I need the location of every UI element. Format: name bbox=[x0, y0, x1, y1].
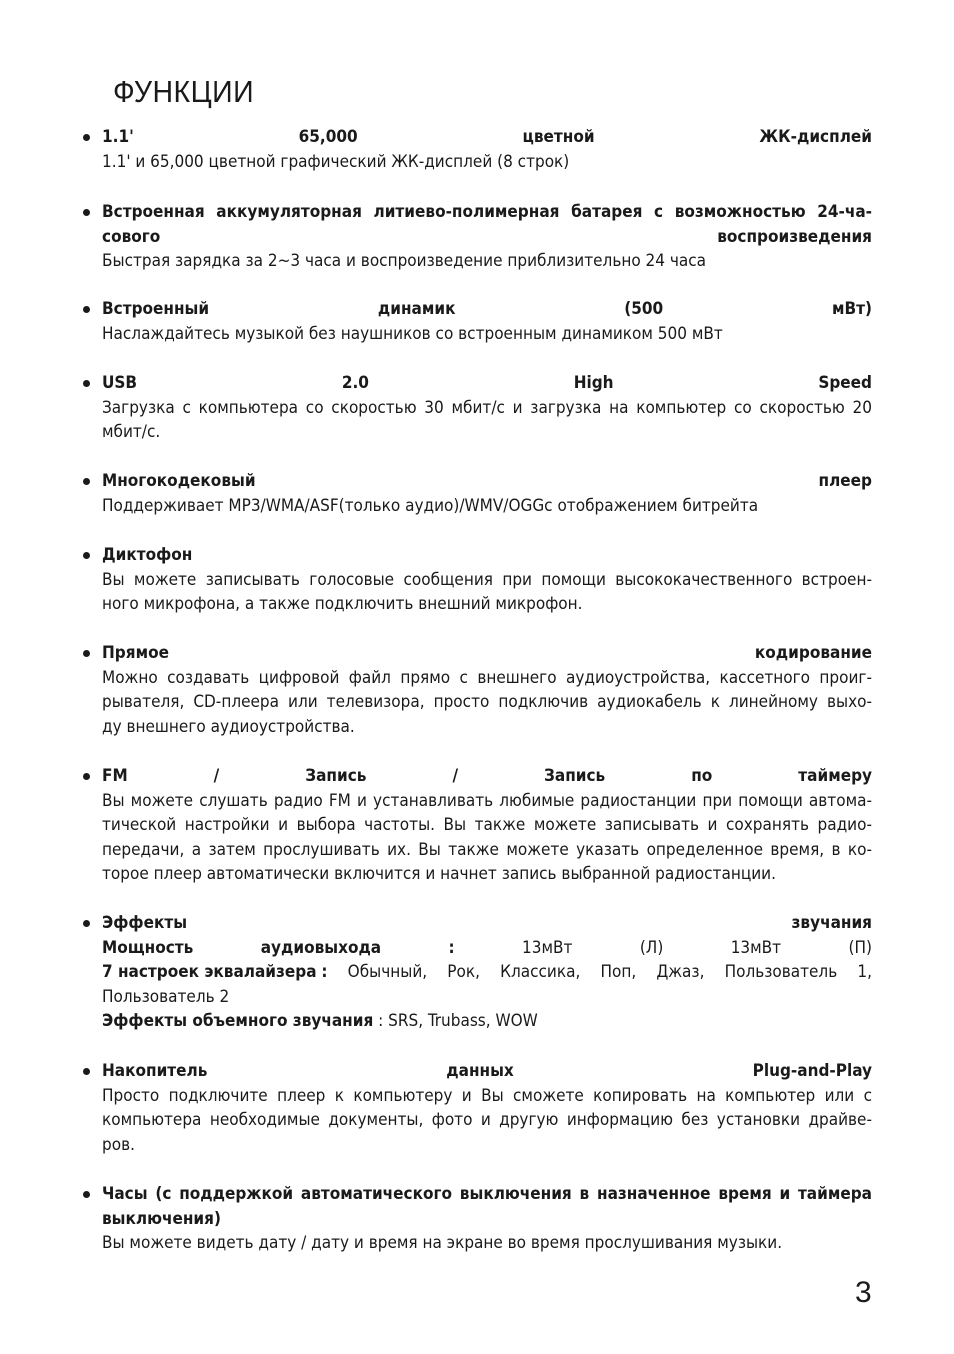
bullet-icon bbox=[83, 552, 90, 559]
surround-label: Эффекты объемного звучания bbox=[102, 1011, 374, 1031]
feature-description-line: мбит/с. bbox=[102, 422, 161, 442]
bullet-icon bbox=[83, 134, 90, 141]
equalizer-row bbox=[102, 960, 872, 985]
feature-description-line: компьютера необходимые документы, фото и другую информацию без установки драйве- bbox=[102, 1110, 872, 1130]
power-left-value: 13мВт bbox=[522, 937, 573, 958]
feature-description-line: Просто подключите плеер к компьютеру и Вы сможете копировать на компьютер или с bbox=[102, 1085, 872, 1106]
feature-lcd-display bbox=[80, 125, 872, 174]
bullet-icon bbox=[83, 209, 90, 216]
feature-heading: Прямое кодирование bbox=[102, 643, 872, 663]
eq-preset-continuation: Пользователь 2 bbox=[102, 986, 230, 1007]
power-colon: : bbox=[448, 937, 455, 958]
equalizer-label: 7 настроек эквалайзера bbox=[102, 962, 317, 982]
page-title: ФУНКЦИИ bbox=[113, 74, 255, 109]
feature-description-line: Можно создавать цифровой файл прямо с внешнего аудиоустройства, кассетного проиг- bbox=[102, 667, 872, 688]
surround-value: : SRS, Trubass, WOW bbox=[378, 1011, 538, 1031]
page-number: 3 bbox=[855, 1276, 872, 1309]
bullet-icon bbox=[83, 306, 90, 313]
equalizer-colon: : bbox=[321, 962, 328, 982]
feature-speaker bbox=[80, 297, 872, 346]
feature-heading-line: выключения) bbox=[102, 1208, 221, 1229]
feature-description-line: передачи, а затем прослушивать их. Вы также можете указать определенное время, в ко- bbox=[102, 839, 872, 860]
feature-description-line: Вы можете слушать радио FM и устанавливать любимые радиостанции при помощи автома- bbox=[102, 790, 872, 811]
feature-battery bbox=[80, 200, 872, 274]
eq-preset: Обычный, bbox=[347, 962, 428, 982]
power-right-value: 13мВт bbox=[730, 937, 782, 958]
feature-description: Поддерживает MP3/WMA/ASF(только аудио)/WMV/OGGc отображением битрейта bbox=[102, 495, 759, 516]
feature-direct-encoding bbox=[80, 641, 872, 739]
surround-row bbox=[102, 1009, 872, 1034]
bullet-icon bbox=[83, 478, 90, 485]
eq-preset: Джаз, bbox=[656, 962, 705, 982]
feature-heading: USB 2.0 High Speed bbox=[102, 373, 872, 393]
eq-preset: Рок, bbox=[447, 962, 480, 982]
feature-description: Наслаждайтесь музыкой без наушников со встроенным динамиком 500 мВт bbox=[102, 323, 723, 344]
power-label-2: аудиовыхода bbox=[260, 937, 382, 958]
audio-output-power-row bbox=[102, 936, 872, 961]
feature-heading: Эффекты звучания bbox=[102, 913, 872, 933]
feature-heading-line: Часы (с поддержкой автоматического выключения в назначенное время и таймера bbox=[102, 1184, 872, 1204]
feature-sound-effects bbox=[80, 911, 872, 1034]
feature-fm-recording bbox=[80, 764, 872, 887]
bullet-icon bbox=[83, 1068, 90, 1075]
feature-heading: Многокодековый плеер bbox=[102, 471, 872, 491]
feature-description-line: Вы можете записывать голосовые сообщения при помощи высококачественного встроен- bbox=[102, 569, 872, 590]
eq-preset: 1, bbox=[857, 962, 872, 982]
feature-description-line: рывателя, CD-плеера или телевизора, просто подключив аудиокабель к линейному выхо- bbox=[102, 692, 872, 712]
bullet-icon bbox=[83, 920, 90, 927]
feature-description-line: ду внешнего аудиоустройства. bbox=[102, 716, 355, 737]
feature-heading: 1.1' 65,000 цветной ЖК-дисплей bbox=[102, 127, 872, 147]
eq-preset: Пользователь bbox=[724, 962, 838, 982]
feature-description: 1.1' и 65,000 цветной графический ЖК-дисплей (8 строк) bbox=[102, 151, 570, 172]
feature-usb bbox=[80, 371, 872, 445]
power-left-channel: (Л) bbox=[639, 937, 664, 958]
feature-plug-and-play bbox=[80, 1059, 872, 1157]
power-label: Мощность bbox=[102, 937, 194, 958]
feature-heading-line: сового воспроизведения bbox=[102, 226, 872, 247]
feature-recorder bbox=[80, 543, 872, 617]
feature-description: Вы можете видеть дату / дату и время на экране во время прослушивания музыки. bbox=[102, 1233, 783, 1253]
feature-heading: Встроенный динамик (500 мВт) bbox=[102, 299, 872, 319]
feature-heading: FM / Запись / Запись по таймеру bbox=[102, 766, 872, 786]
feature-heading-line: Встроенная аккумуляторная литиево-полимерная батарея с возможностью 24-ча- bbox=[102, 202, 872, 222]
bullet-icon bbox=[83, 380, 90, 387]
bullet-icon bbox=[83, 650, 90, 657]
eq-preset: Классика, bbox=[500, 962, 581, 982]
power-right-channel: (П) bbox=[848, 937, 872, 958]
feature-clock bbox=[80, 1182, 872, 1256]
bullet-icon bbox=[83, 1191, 90, 1198]
bullet-icon bbox=[83, 773, 90, 780]
feature-heading: Накопитель данных Plug-and-Play bbox=[102, 1061, 872, 1081]
feature-multicodec bbox=[80, 469, 872, 518]
feature-description: Быстрая зарядка за 2~3 часа и воспроизведение приблизительно 24 часа bbox=[102, 251, 707, 271]
feature-description-line: торое плеер автоматически включится и начнет запись выбранной радиостанции. bbox=[102, 864, 776, 884]
feature-heading: Диктофон bbox=[102, 545, 193, 565]
eq-preset: Поп, bbox=[600, 962, 637, 982]
feature-description-line: Загрузка с компьютера со скоростью 30 мбит/с и загрузка на компьютер со скоростью 20 bbox=[102, 397, 872, 418]
feature-description-line: ров. bbox=[102, 1134, 135, 1155]
feature-description-line: тической настройки и выбора частоты. Вы также можете записывать и сохранять радио- bbox=[102, 815, 872, 835]
feature-description-line: ного микрофона, а также подключить внешний микрофон. bbox=[102, 594, 583, 614]
